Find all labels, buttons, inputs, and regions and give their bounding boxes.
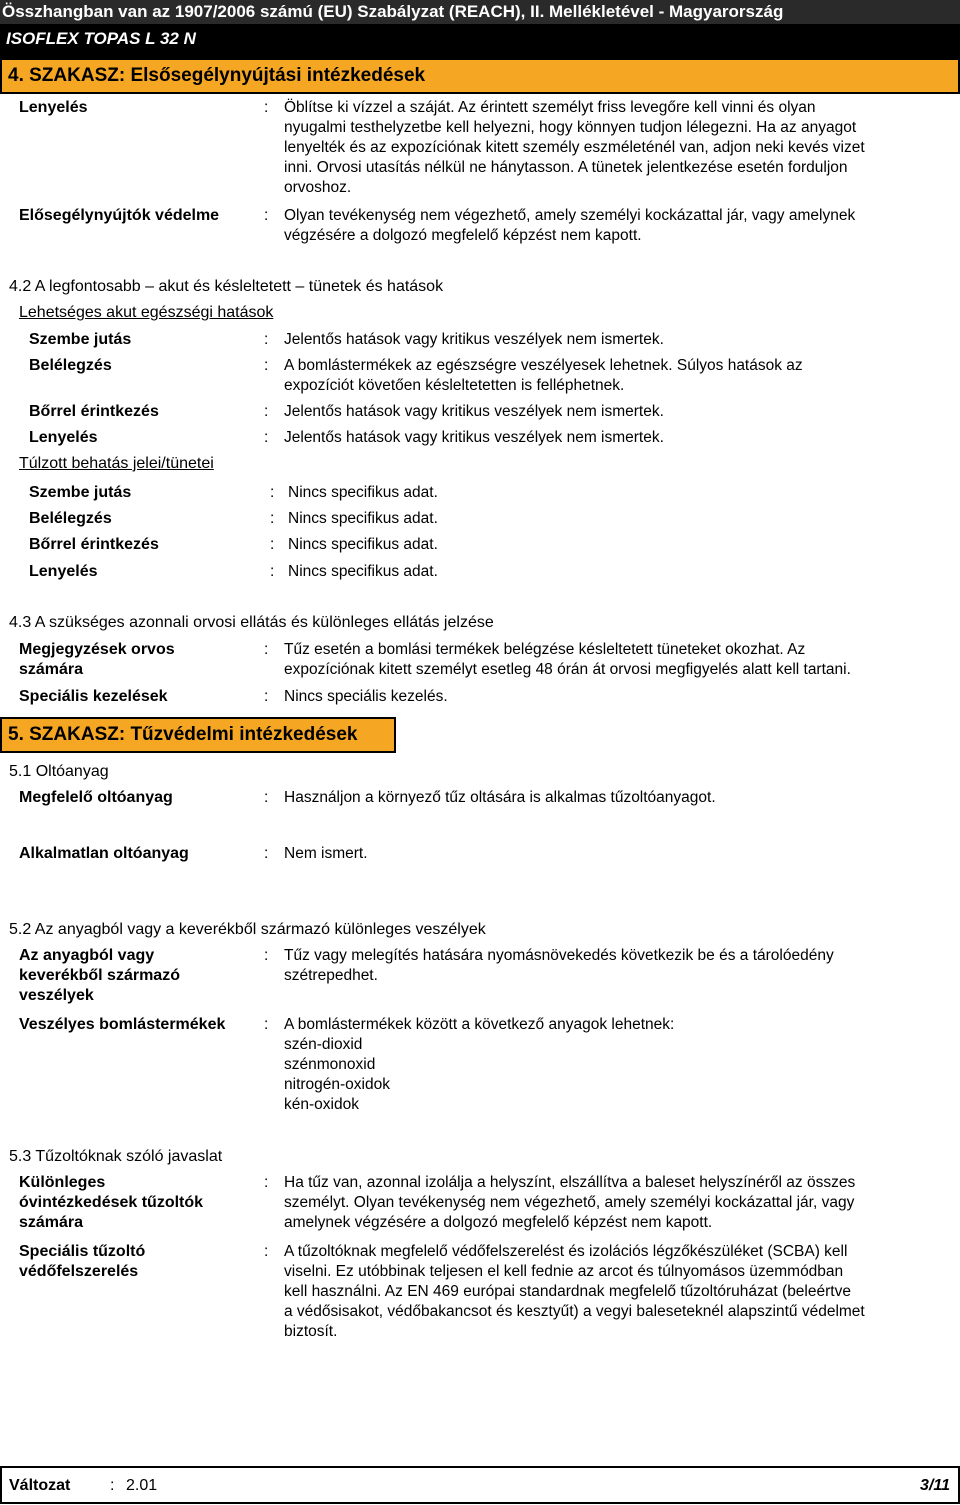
acute-eye-label: Szembe jutás	[29, 331, 132, 348]
swallow-text: Öblítse ki vízzel a száját. Az érintett személyt friss levegőre kell vinni és olyan nyugalmi testhelyzetbe kell helyezni, hogy könnyen tudjon lélegezni. Ha az anyagot lenyelték és az expozíciónak kitett személy eszméleténél van, adjon neki kevés vizet inni. Orvosi utasítás nélkül ne hánytasson. A tünetek jelentkezése esetén forduljon orvoshoz.	[284, 99, 865, 196]
unsuitable-media-text: Nem ismert.	[284, 845, 368, 862]
firefighter-precautions-label: Különleges óvintézkedések tűzoltók számára	[19, 1174, 204, 1231]
first-aider-protection-label: Elősegélynyújtók védelme	[19, 207, 220, 224]
section-4-title: 4. SZAKASZ: Elsősegélynyújtási intézkedések	[0, 58, 960, 94]
acute-effects-heading: Lehetséges akut egészségi hatások	[19, 304, 274, 321]
over-inhalation-text: Nincs specifikus adat.	[288, 510, 438, 527]
doctor-notes-label: Megjegyzések orvos számára	[19, 641, 175, 678]
firefighter-precautions-text: Ha tűz van, azonnal izolálja a helyszínt, elszállítva a baleset helyszínéről az összes személyt. Olyan tevékenység nem végezhető, amely személyi kockázattal jár, vagy amelynek végzésére a dolgozó megfelelő képzést nem kapott.	[284, 1174, 856, 1231]
special-treatment-label: Speciális kezelések	[19, 688, 168, 705]
overexposure-heading: Túlzott behatás jelei/tünetei	[19, 455, 214, 472]
page-number: 3/11	[920, 1477, 950, 1494]
doctor-notes-text: Tűz esetén a bomlási termékek belégzése késleltetett tüneteket okozhat. Az expozíciónak kitett személyt esetleg 48 órán át orvosi megfigyelés alatt kell tartani.	[284, 641, 851, 678]
subsection-5-3-title: 5.3 Tűzoltóknak szóló javaslat	[9, 1148, 223, 1165]
specific-hazards-label: Az anyagból vagy keverékből származó veszélyek	[19, 947, 180, 1004]
over-skin-text: Nincs specifikus adat.	[288, 536, 438, 553]
over-inhalation-label: Belélegzés	[29, 510, 112, 527]
acute-skin-label: Bőrrel érintkezés	[29, 403, 159, 420]
first-aider-protection-text: Olyan tevékenység nem végezhető, amely személyi kockázattal jár, vagy amelynek végzésére a dolgozó megfelelő képzést nem kapott.	[284, 207, 856, 244]
subsection-5-1-title: 5.1 Oltóanyag	[9, 763, 109, 780]
over-eye-label: Szembe jutás	[29, 484, 132, 501]
version-label: Változat	[9, 1477, 71, 1494]
specific-hazards-text: Tűz vagy melegítés hatására nyomásnövekedés következik be és a tárolóedény szétrepedhet.	[284, 947, 834, 984]
special-treatment-text: Nincs speciális kezelés.	[284, 688, 448, 705]
acute-inhalation-label: Belélegzés	[29, 357, 112, 374]
over-ingestion-text: Nincs specifikus adat.	[288, 563, 438, 580]
acute-eye-text: Jelentős hatások vagy kritikus veszélyek nem ismertek.	[284, 331, 664, 348]
subsection-4-2-title: 4.2 A legfontosabb – akut és késleltetett – tünetek és hatások	[9, 278, 444, 295]
subsection-5-2-title: 5.2 Az anyagból vagy a keverékből származó különleges veszélyek	[9, 921, 486, 938]
over-eye-text: Nincs specifikus adat.	[288, 484, 438, 501]
firefighter-equipment-label: Speciális tűzoltó védőfelszerelés	[19, 1243, 146, 1280]
section-5-title: 5. SZAKASZ: Tűzvédelmi intézkedések	[0, 717, 396, 753]
firefighter-equipment-text: A tűzoltóknak megfelelő védőfelszerelést és izolációs légzőkészüléket (SCBA) kell viselni. Ez utóbbinak teljesen el kell fednie az arcot és túlnyomásos üzemmódban kell használni. Az EN 469 európai standardnak megfelelő tűzoltóruházat (beleértve a védősisakot, védőbakancsot és kesztyűt) a vegyi baleseteknél alapszintű védelmet biztosít.	[284, 1243, 865, 1340]
acute-ingestion-label: Lenyelés	[29, 429, 98, 446]
suitable-media-label: Megfelelő oltóanyag	[19, 789, 173, 806]
product-name: ISOFLEX TOPAS L 32 N	[0, 24, 960, 58]
over-ingestion-label: Lenyelés	[29, 563, 98, 580]
decomposition-products-label: Veszélyes bomlástermékek	[19, 1016, 226, 1033]
over-skin-label: Bőrrel érintkezés	[29, 536, 159, 553]
subsection-4-3-title: 4.3 A szükséges azonnali orvosi ellátás és különleges ellátás jelzése	[9, 614, 494, 631]
footer: Változat : 2.01 3/11	[0, 1466, 960, 1504]
decomposition-products-text: A bomlástermékek között a következő anyagok lehetnek: szén-dioxid szénmonoxid nitrogén-oxidok kén-oxidok	[284, 1016, 675, 1113]
acute-skin-text: Jelentős hatások vagy kritikus veszélyek nem ismertek.	[284, 403, 664, 420]
swallow-label: Lenyelés	[19, 99, 88, 116]
version-value: 2.01	[126, 1477, 158, 1494]
acute-ingestion-text: Jelentős hatások vagy kritikus veszélyek nem ismertek.	[284, 429, 664, 446]
regulation-header: Összhangban van az 1907/2006 számú (EU) Szabályzat (REACH), II. Mellékletével - Magyarország	[0, 0, 960, 24]
suitable-media-text: Használjon a környező tűz oltására is alkalmas tűzoltóanyagot.	[284, 789, 716, 806]
acute-inhalation-text: A bomlástermékek az egészségre veszélyesek lehetnek. Súlyos hatások az expozíciót követően késleltetetten is felléphetnek.	[284, 357, 803, 394]
unsuitable-media-label: Alkalmatlan oltóanyag	[19, 845, 189, 862]
